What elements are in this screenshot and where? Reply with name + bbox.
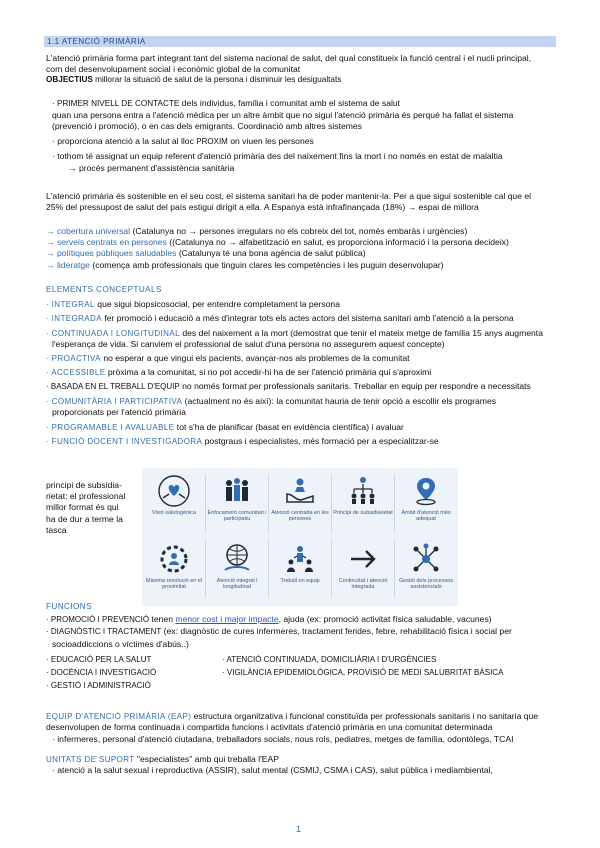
objectius-line xyxy=(46,75,558,86)
objectius-label: OBJECTIUS xyxy=(46,75,93,85)
list-item: · BASADA EN EL TREBALL D'EQUIP no només format per professionals sanitaris. Treballar en equip per respondre a necessitats xyxy=(46,381,531,392)
list-item: → cobertura universal (Catalunya no → persones irregulars no els cobreix del tot, només embaràs i urgències) xyxy=(46,226,468,236)
list-item: · EDUCACIÓ PER LA SALUT · ATENCIÓ CONTINUADA, DOMICILIÀRIA I D'URGÈNCIES xyxy=(46,655,437,665)
icon-label: Màxima resolució en el proximitat xyxy=(145,578,203,591)
funcions-section xyxy=(46,602,558,693)
team-icon xyxy=(283,542,317,576)
globe-person-icon xyxy=(220,542,254,576)
icon-cell xyxy=(332,542,394,591)
hierarchy-icon xyxy=(346,474,380,508)
impact-link[interactable]: menor cost i major impacte xyxy=(175,613,279,624)
principles-icon-grid xyxy=(142,468,458,606)
sustain-line: 25% del pressupost de salut del país estigui dirigit a ella. A Espanya està infrafinançada (18%) → espai de millora xyxy=(46,202,479,213)
list-item: · FUNCIÓ DOCENT I INVESTIGADORA postgraus i especialistes, més formació per a especialitzar-se xyxy=(46,435,439,446)
network-icon xyxy=(409,542,443,576)
list-item: (prevenció i promoció), o en cas dels emigrants. Coordinació amb altres sistemes xyxy=(52,120,362,131)
icon-cell xyxy=(143,542,205,591)
list-item: · DIAGNÒSTIC I TRACTAMENT (ex: diagnòstic de cures infermeres, tractament ferides, febre, rehabilitació física i social per xyxy=(46,626,512,637)
gear-person-icon xyxy=(157,542,191,576)
bullets-contact xyxy=(46,98,558,174)
icon-label: Atenció integral i longitudinal xyxy=(216,578,258,591)
list-item: · INTEGRAL que sigui biopsicosocial, per entendre completament la persona xyxy=(46,298,340,309)
icon-label: Atenció centrada en les persones xyxy=(271,510,329,523)
icon-cell xyxy=(143,474,205,516)
suport-line: UNITATS DE SUPORT "especialistes" amb qui treballa l'EAP xyxy=(46,754,279,764)
list-item: → polítiques públiques saludables (Catalunya té una bona agència de salut pública) xyxy=(46,248,366,259)
list-item: · proporciona atenció a la salut al lloc PROXIM on viuen les persones xyxy=(52,136,314,146)
icon-label: Continuïtat i atenció integrada xyxy=(338,578,388,591)
arrows-list xyxy=(46,226,558,271)
eap-line: · infermeres, personal d'atenció ciutadana, treballadors socials, nous rols, pediatres, metges de família, odontòlegs, TCAI xyxy=(52,733,514,744)
icon-cell xyxy=(269,542,331,584)
icon-cell xyxy=(395,474,457,523)
icon-label: Visió salutogènica xyxy=(151,510,197,516)
icon-cell xyxy=(332,474,394,516)
objectius-text: millorar la situació de salut de la persona i disminuir les desigualtats xyxy=(92,75,342,85)
list-item: · tothom té assignat un equip referent d'atenció primària des del naixement fins la mort i no només en estat de malaltia xyxy=(52,151,503,162)
funcions-grid xyxy=(46,654,558,693)
map-pin-icon xyxy=(409,474,443,508)
page-number: 1 xyxy=(296,824,302,834)
icon-label: Enfocament comunitari i participatiu xyxy=(207,510,267,523)
list-item: · ACCESSIBLE pròxima a la comunitat, si no pot accedir-hi ha de ser l'atenció primària qui s'aproximi xyxy=(46,367,432,378)
intro-paragraph xyxy=(46,53,558,86)
community-icon xyxy=(220,474,254,508)
list-item: · CONTINUADA I LONGITUDINAL des del naixement a la mort (demostrat que tenir el mateix metge de família 15 anys augmenta l'esperança de vida. Si canviem el professional de salut d'una persona no assegurem aquest concepte) xyxy=(46,327,543,349)
intro-line: L'atenció primària forma part integrant tant del sistema nacional de salut, del qual constitueix la funció central i el nucli principal, xyxy=(46,53,532,63)
list-item: → lideratge (comença amb professionals que tinguin clares les competències i les puguin desenvolupar) xyxy=(46,259,444,270)
elements-title: ELEMENTS CONCEPTUALS xyxy=(46,285,162,294)
list-item: · PROMOCIÓ I PREVENCIÓ tenen menor cost i major impacte, ajuda (ex: promoció activitat física saludable, vacunes) xyxy=(46,613,492,624)
icon-label: Principi de subsidiarietat xyxy=(333,510,393,516)
list-item: → procés permanent d'assistència sanitària xyxy=(68,162,235,173)
sustain-line: L'atenció primària és sostenible en el seu cost, el sistema sanitari ha de poder mantenir-la. Per a que sigui sostenible cal que el xyxy=(46,191,532,201)
arrow-right-icon xyxy=(346,542,380,576)
list-item: · DOCÈNCIA I INVESTIGACIÓ · VIGILÀNCIA EPIDEMIOLÒGICA, PROVISIÓ DE MEDI SALUBRITAT BÀSICA xyxy=(46,668,504,678)
section-title: 1.1 ATENCIÓ PRIMÀRIA xyxy=(44,36,556,47)
list-item: · COMUNITÀRIA I PARTICIPATIVA (actualment no és així): la comunitat hauria de tenir opció a escollir els programes proporcionats per l'atenció primària xyxy=(46,395,497,418)
subsidiarity-note: principi de subsidia- rietat: el professional millor format és qui ha de dur a terme la tasca xyxy=(46,480,126,535)
list-item: socioaddiccions o víctimes d'abús..) xyxy=(52,638,189,649)
list-item: · INTEGRADA fer promoció i educació a més d'integrar tots els actes actors del sistema sanitari amb l'atenció a la persona xyxy=(46,312,514,323)
funcions-title: FUNCIONS xyxy=(46,602,92,611)
list-item: → serveis centrats en persones ((Catalunya no → alfabetització en salut, es proporciona informació i la persona decideix) xyxy=(46,237,509,248)
icon-cell xyxy=(395,542,457,591)
intro-line: com del desenvolupament social i econòmic global de la comunitat xyxy=(46,64,301,75)
eap-line: EQUIP D'ATENCIÓ PRIMÀRIA (EAP) estructura organitzativa i funcional constituïda per professionals sanitaris i no sanitaria que xyxy=(46,711,539,721)
icon-label: Àmbit d'atenció més adequat xyxy=(401,510,451,523)
list-item: · PROACTIVA no esperar a que vingui els pacients, avançar-nos als problemes de la comunitat xyxy=(46,353,410,364)
sustain-paragraph xyxy=(46,191,558,213)
list-item: · PROGRAMABLE I AVALUABLE tot s'ha de planificar (basat en evidència científica) i avaluar xyxy=(46,421,404,432)
list-item: · PRIMER NIVELL DE CONTACTE dels individus, família i comunitat amb el sistema de salut xyxy=(52,98,401,108)
list-item: quan una persona entra a l'atenció mèdica per un altre àmbit que no sigui l'atenció primària és perquè ha fallat el sistema xyxy=(52,109,514,120)
eap-section xyxy=(46,711,558,745)
icon-cell xyxy=(206,542,268,591)
eap-line: desenvolupen de forma continuada i compartida funcions i activitats d'atenció primària en una comunitat determinada xyxy=(46,722,493,733)
icon-label: Treball en equip xyxy=(280,578,320,584)
elements-conceptuals xyxy=(46,285,558,448)
icon-cell xyxy=(269,474,331,523)
suport-section xyxy=(46,754,558,777)
icon-label: Gestió dels processos assistencials xyxy=(398,578,454,591)
icon-cell xyxy=(206,474,268,523)
hand-person-icon xyxy=(283,474,317,508)
list-item: · GESTIÓ I ADMINISTRACIÓ xyxy=(46,681,151,691)
heart-hands-icon xyxy=(157,474,191,508)
suport-line: · atenció a la salut sexual i reproductiva (ASSIR), salut mental (CSMIJ, CSMA i CAS), salut pública i mediambiental, xyxy=(52,765,493,776)
